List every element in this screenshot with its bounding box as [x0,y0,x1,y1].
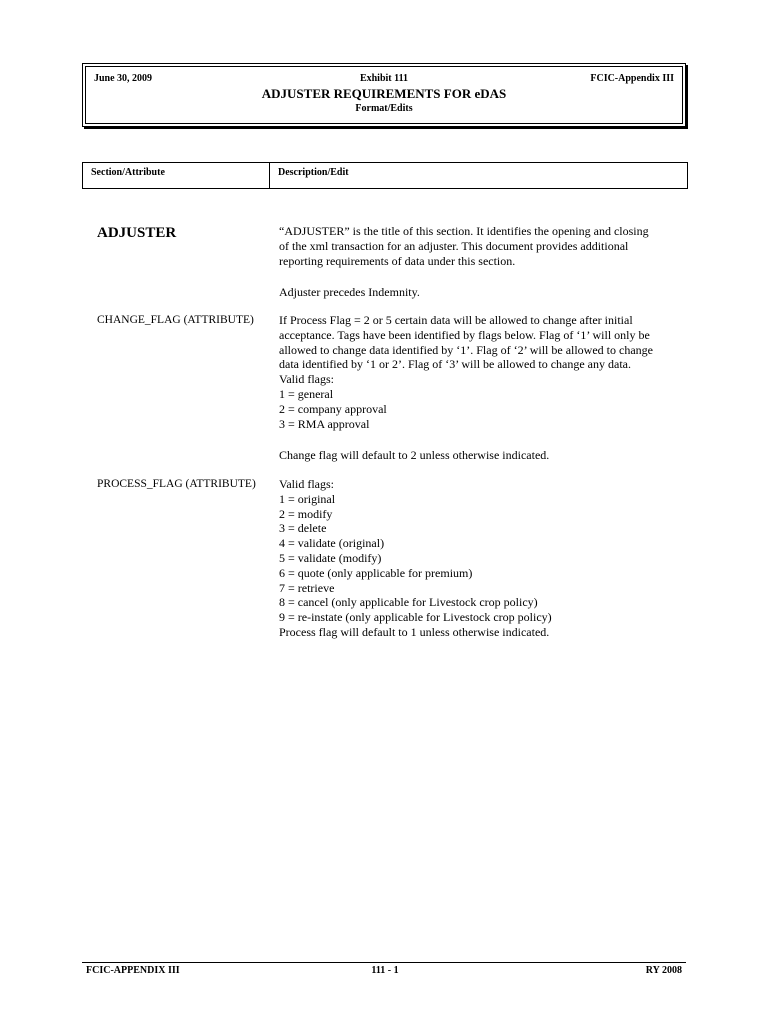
process-flag-line: 7 = retrieve [279,580,335,595]
document-title: ADJUSTER REQUIREMENTS FOR eDAS [261,86,507,101]
column-header-table [82,162,688,189]
intro-line: reporting requirements of data under this section. [279,253,516,268]
change-flag-description [279,313,679,431]
change-flag-line: Valid flags: [279,372,334,387]
column-header-section-attribute: Section/Attribute [83,163,270,188]
section-title: ADJUSTER [97,225,177,241]
process-flag-description [279,477,679,640]
intro-line: “ADJUSTER” is the title of this section. It identifies the opening and closing [279,224,649,238]
document-subtitle: Format/Edits [355,103,413,114]
intro-line: of the xml transaction for an adjuster. This document provides additional [279,238,629,253]
process-flag-line: 1 = original [279,491,336,506]
header-exhibit: Exhibit 111 [359,73,409,84]
process-flag-line: 3 = delete [279,521,327,536]
section-intro [279,224,679,268]
process-flag-line: Process flag will default to 1 unless otherwise indicated. [279,624,550,639]
change-flag-line: allowed to change data identified by ‘1’. Flag of ‘2’ will be allowed to change [279,342,653,357]
change-flag-line: 1 = general [279,386,334,401]
document-header [82,63,686,127]
change-flag-default-note: Change flag will default to 2 unless otherwise indicated. [279,448,550,462]
section-description [279,224,679,268]
header-inner-frame [85,66,683,124]
attribute-change-flag: CHANGE_FLAG (ATTRIBUTE) [97,314,254,326]
change-flag-line: 2 = company approval [279,401,387,416]
attribute-process-flag: PROCESS_FLAG (ATTRIBUTE) [97,478,256,490]
header-date: June 30, 2009 [94,73,153,84]
process-flag-line: 2 = modify [279,506,333,521]
process-flag-line: 9 = re-instate (only applicable for Livestock crop policy) [279,610,552,625]
process-flag-line: 5 = validate (modify) [279,550,382,565]
footer-reinsurance-year: RY 2008 [645,965,682,976]
precedes-note: Adjuster precedes Indemnity. [279,285,420,299]
footer-divider [82,962,686,963]
change-flag-line: 3 = RMA approval [279,416,370,431]
process-flag-line: 6 = quote (only applicable for premium) [279,565,473,580]
column-header-description-edit: Description/Edit [278,167,349,178]
change-flag-line: acceptance. Tags have been identified by flags below. Flag of ‘1’ will only be [279,327,650,342]
footer-page-number: 111 - 1 [371,965,399,976]
process-flag-line: 4 = validate (original) [279,536,385,551]
header-appendix: FCIC-Appendix III [590,73,674,84]
process-flag-line: Valid flags: [279,477,334,491]
footer-appendix: FCIC-APPENDIX III [86,965,180,976]
change-flag-line: If Process Flag = 2 or 5 certain data will be allowed to change after initial [279,313,633,327]
process-flag-line: 8 = cancel (only applicable for Livestock crop policy) [279,595,538,610]
change-flag-line: data identified by ‘1 or 2’. Flag of ‘3’ will be allowed to change any data. [279,357,631,372]
